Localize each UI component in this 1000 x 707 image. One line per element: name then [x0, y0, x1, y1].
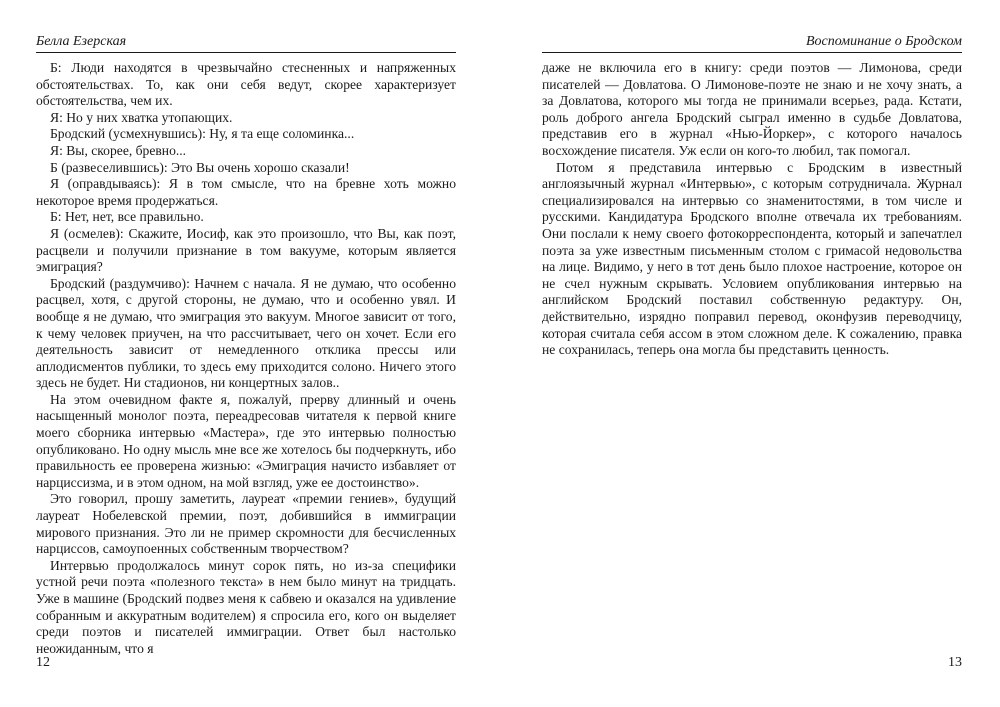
- paragraph: На этом очевидном факте я, пожалуй, прерву длинный и очень насыщенный монолог поэта, переадресовав читателя к первой книге моего сборника интервью «Мастера», где это интервью полностью опубликовано. Но одну мысль мне все же хотелось бы подчеркнуть, ибо правильность ее проверена жизнью: «Эмиграция начисто избавляет от нарциссизма, и в этом одном, на мой взгляд, уже ее достоинство».: [36, 391, 456, 490]
- paragraph: Бродский (раздумчиво): Начнем с начала. Я не думаю, что особенно расцвел, хотя, с другой стороны, не думаю, что и особенно увял. И вообще я не думаю, что эмиграция это вакуум. Многое зависит от того, к чему человек приучен, на что рассчитывает, чего он хочет. Если его деятельность зависит от немедленного отклика прессы или аплодисментов публики, то здесь ему приходится солоно. Ничего этого здесь не будет. Ни стадионов, ни концертных залов..: [36, 275, 456, 391]
- page-number: 13: [948, 655, 962, 670]
- page-number: 12: [36, 655, 50, 670]
- paragraph: Интервью продолжалось минут сорок пять, но из-за специфики устной речи поэта «полезного текста» в нем было минут на тридцать. Уже в машине (Бродский подвез меня к сабвею и оказался на удивление собранным и аккуратным водителем) я спросила его, кого он выделяет среди поэтов и писателей иммиграции. Ответ был настолько неожиданным, что я: [36, 557, 456, 656]
- paragraph: Это говорил, прошу заметить, лауреат «премии гениев», будущий лауреат Нобелевской премии, поэт, добившийся в иммиграции мирового признания. Это ли не пример скромности для бесчисленных нарциссов, самоупоенных собственным творчеством?: [36, 491, 456, 557]
- paragraph: Я (осмелев): Скажите, Иосиф, как это произошло, что Вы, как поэт, расцвели и получили признание в том вакууме, которым является эмиграция?: [36, 225, 456, 275]
- right-page-body: [542, 60, 962, 359]
- paragraph: Б: Люди находятся в чрезвычайно стесненных и напряженных обстоятельствах. То, как они себя ведут, скорее характеризует обстоятельства, чем их.: [36, 60, 456, 109]
- left-page: [36, 0, 456, 707]
- running-head-title: Воспоминание о Бродском: [542, 34, 962, 53]
- paragraph: даже не включила его в книгу: среди поэтов — Лимонова, среди писателей — Довлатова. О Лимонове-поэте не знаю и не хочу знать, а за Довлатова, которого мы тогда не принимали всерьез, рада. Кстати, роль доброго ангела Бродский сыграл именно в судьбе Довлатова, представив его в журнал «Нью-Йоркер», с которого началось восхождение писателя. Уж если он кого-то любил, так помогал.: [542, 60, 962, 158]
- paragraph: Потом я представила интервью с Бродским в известный англоязычный журнал «Интервью», с которым сотрудничала. Журнал специализировался на интервью со знаменитостями, в том числе и русскими. Кандидатура Бродского вполне отвечала их требованиям. Они послали к нему своего фотокорреспондента, который и запечатлел поэта за уже известным письменным столом с гримасой недовольства на лице. Видимо, у него в тот день было плохое настроение, которое он не счел нужным скрывать. Условием опубликования интервью на английском Бродский поставил собственную редактуру. Он, действительно, изрядно поправил перевод, оконфузив переводчицу, которая считала себя ассом в этом сложном деле. К сожалению, правка не сохранилась, теперь она могла бы представить ценность.: [542, 159, 962, 358]
- paragraph: Я: Вы, скорее, бревно...: [50, 142, 187, 158]
- paragraph: Бродский (усмехнувшись): Ну, я та еще соломинка...: [50, 126, 355, 142]
- running-head-author: Белла Езерская: [36, 34, 456, 53]
- right-page: [542, 0, 962, 707]
- paragraph: Я: Но у них хватка утопающих.: [50, 109, 233, 125]
- left-page-body: [36, 60, 456, 657]
- paragraph: Я (оправдываясь): Я в том смысле, что на бревне хоть можно некоторое время продержаться.: [36, 176, 456, 208]
- paragraph: Б: Нет, нет, все правильно.: [50, 209, 204, 225]
- paragraph: Б (развеселившись): Это Вы очень хорошо сказали!: [50, 159, 350, 175]
